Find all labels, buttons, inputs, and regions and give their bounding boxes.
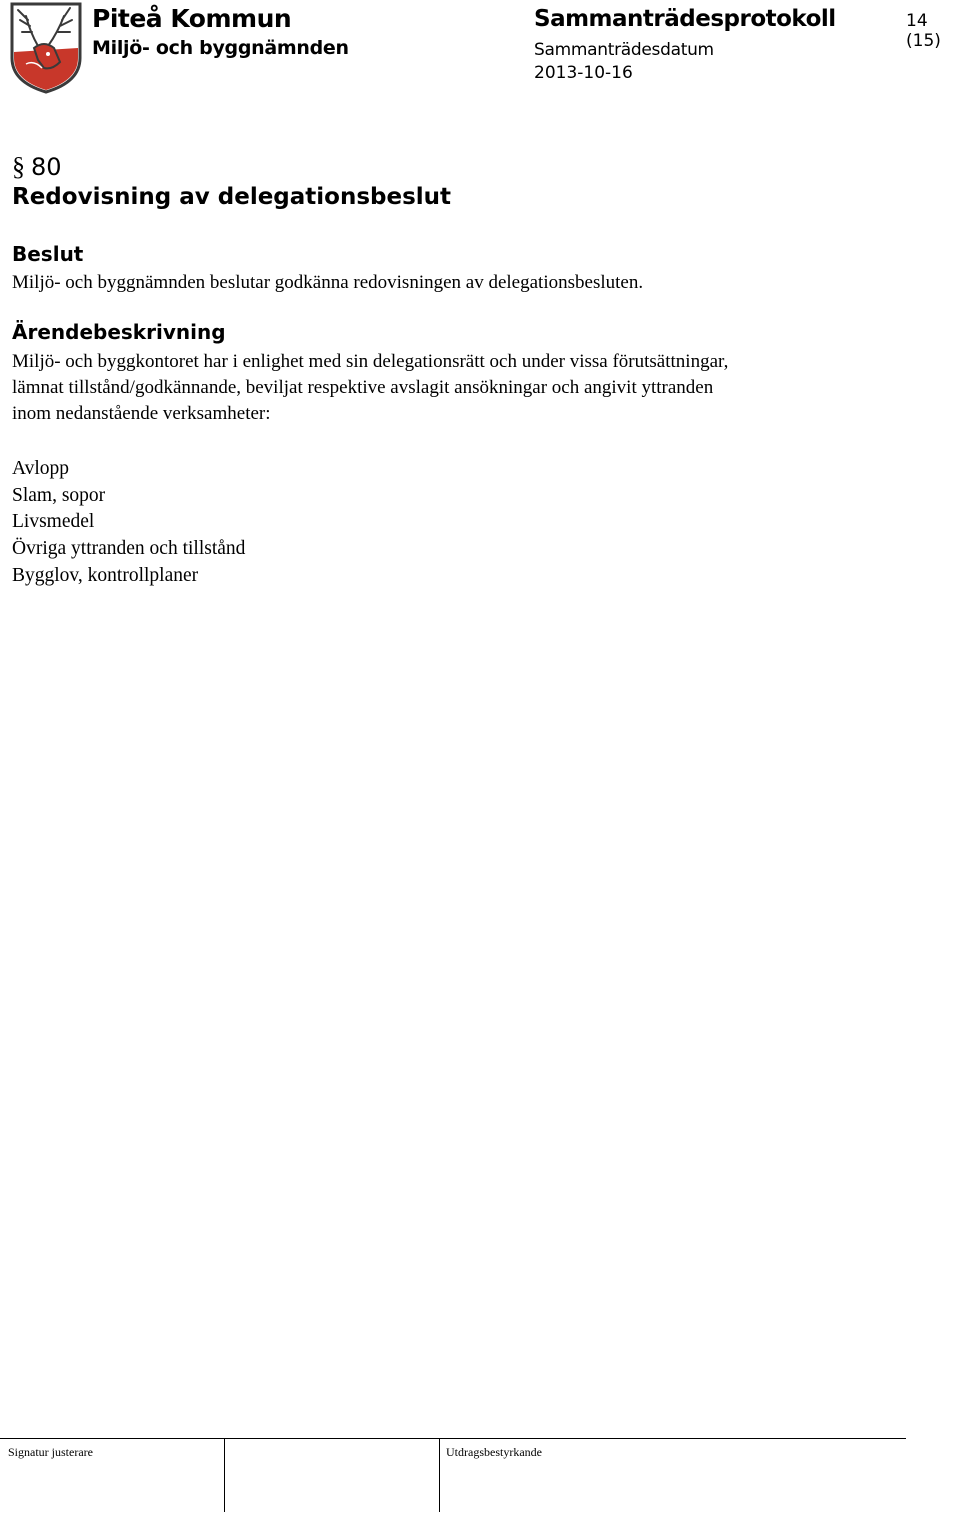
footer-rule [0, 1438, 906, 1439]
description-line: inom nedanstående verksamheter: [12, 403, 271, 424]
meeting-date-value: 2013-10-16 [534, 63, 633, 83]
page-number: 14 (15) [906, 11, 941, 51]
description-heading: Ärendebeskrivning [12, 320, 226, 344]
municipality-crest-logo [8, 2, 84, 94]
signature-label: Signatur justerare [8, 1445, 93, 1459]
department-name: Miljö- och byggnämnden [92, 37, 349, 59]
activity-area-list [12, 456, 245, 590]
document-title: Sammanträdesprotokoll [534, 6, 836, 32]
certification-label: Utdragsbestyrkande [446, 1445, 542, 1459]
decision-heading: Beslut [12, 242, 84, 266]
org-name: Piteå Kommun [92, 4, 292, 33]
meeting-date-label: Sammanträdesdatum [534, 40, 714, 60]
list-item: Bygglov, kontrollplaner [12, 564, 199, 586]
list-item: Övriga yttranden och tillstånd [12, 538, 246, 560]
footer-divider [224, 1438, 225, 1512]
list-item: Slam, sopor [12, 484, 106, 506]
section-number-value: 80 [31, 153, 62, 181]
description-line: lämnat tillstånd/godkännande, beviljat respektive avslagit ansökningar och angivit yttranden [12, 377, 714, 398]
decision-text: Miljö- och byggnämnden beslutar godkänna redovisningen av delegationsbesluten. [12, 272, 644, 293]
section-sign: § [12, 152, 25, 181]
footer-divider [439, 1438, 440, 1512]
list-item: Livsmedel [12, 511, 95, 533]
description-line: Miljö- och byggkontoret har i enlighet med sin delegationsrätt och under vissa förutsättningar, [12, 351, 729, 372]
description-text [12, 349, 912, 427]
list-item: Avlopp [12, 458, 70, 479]
section-title: Redovisning av delegationsbeslut [12, 184, 452, 210]
section-number [12, 152, 62, 182]
